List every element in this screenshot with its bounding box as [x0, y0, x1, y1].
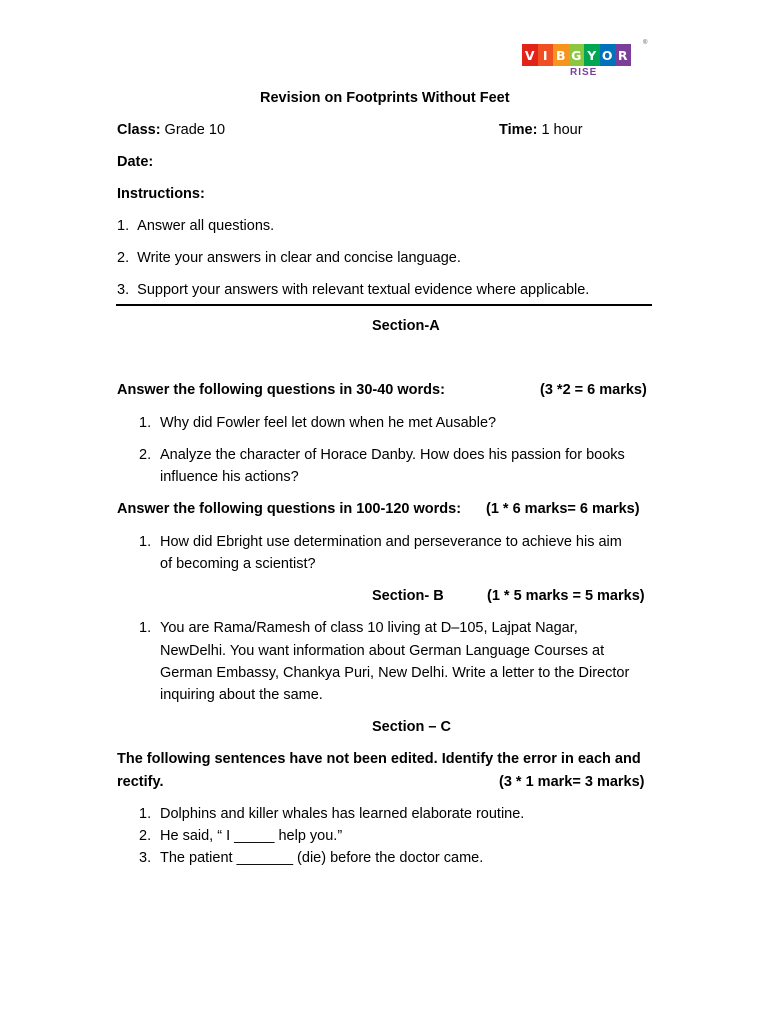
class-label: Class:: [117, 122, 161, 138]
logo-letter: V: [522, 44, 538, 66]
logo-letter: Y: [584, 44, 600, 66]
page-title: Revision on Footprints Without Feet: [260, 90, 510, 106]
question-text: inquiring about the same.: [160, 687, 323, 703]
logo-subtitle: RISE: [570, 67, 598, 78]
section-b-marks: (1 * 5 marks = 5 marks): [487, 588, 645, 604]
question-text: He said, “ I _____ help you.”: [160, 828, 343, 844]
horizontal-divider: [116, 304, 652, 306]
question-text: How did Ebright use determination and perseverance to achieve his aim: [160, 534, 622, 550]
instruction-item: [117, 216, 274, 236]
section-a-part2-marks: (1 * 6 marks= 6 marks): [486, 501, 640, 517]
question-text: Why did Fowler feel let down when he met Ausable?: [160, 415, 497, 431]
item-number: 2.: [117, 250, 130, 266]
instructions-heading: Instructions:: [117, 186, 205, 202]
section-a-part2-prompt: Answer the following questions in 100-120 words:: [117, 501, 462, 517]
time-line: [499, 120, 583, 140]
question-text: Dolphins and killer whales has learned elaborate routine.: [160, 806, 525, 822]
time-value: 1 hour: [537, 122, 583, 138]
question-text: Analyze the character of Horace Danby. How does his passion for books: [160, 447, 625, 463]
section-a-heading: Section-A: [372, 318, 440, 334]
item-text: Support your answers with relevant textual evidence where applicable.: [137, 282, 590, 298]
section-c-prompt: The following sentences have not been edited. Identify the error in each and: [117, 751, 641, 767]
question-number: 2.: [139, 447, 152, 463]
question-number: 3.: [139, 850, 152, 866]
question-text: The patient _______ (die) before the doctor came.: [160, 850, 484, 866]
class-line: [117, 120, 225, 140]
instruction-item: [117, 248, 461, 268]
question-number: 2.: [139, 828, 152, 844]
question-text: influence his actions?: [160, 469, 299, 485]
item-number: 1.: [117, 218, 130, 234]
class-value: Grade 10: [160, 122, 226, 138]
question-number: 1.: [139, 534, 152, 550]
section-a-part1-marks: (3 *2 = 6 marks): [540, 382, 647, 398]
vibgyor-logo: [522, 44, 631, 66]
logo-registered-mark: ®: [643, 40, 648, 46]
section-a-part1-prompt: Answer the following questions in 30-40 words:: [117, 382, 445, 398]
question-number: 1.: [139, 806, 152, 822]
question-text: You are Rama/Ramesh of class 10 living at D–105, Lajpat Nagar,: [160, 620, 578, 636]
section-c-heading: Section – C: [372, 719, 451, 735]
section-c-prompt-cont: rectify.: [117, 774, 164, 790]
question-text: NewDelhi. You want information about German Language Courses at: [160, 643, 605, 659]
item-text: Write your answers in clear and concise language.: [137, 250, 461, 266]
question-number: 1.: [139, 620, 152, 636]
question-text: German Embassy, Chankya Puri, New Delhi. Write a letter to the Director: [160, 665, 630, 681]
logo-letter: G: [569, 44, 585, 66]
date-label: Date:: [117, 154, 154, 170]
question-number: 1.: [139, 415, 152, 431]
time-label: Time:: [499, 122, 538, 138]
logo-letter: R: [615, 44, 631, 66]
item-text: Answer all questions.: [137, 218, 275, 234]
instruction-item: [117, 280, 589, 300]
logo-letter: O: [600, 44, 616, 66]
logo-letter: B: [553, 44, 569, 66]
logo-letter: I: [538, 44, 554, 66]
section-c-marks: (3 * 1 mark= 3 marks): [499, 774, 645, 790]
question-text: of becoming a scientist?: [160, 556, 316, 572]
section-b-heading: Section- B: [372, 588, 444, 604]
item-number: 3.: [117, 282, 130, 298]
